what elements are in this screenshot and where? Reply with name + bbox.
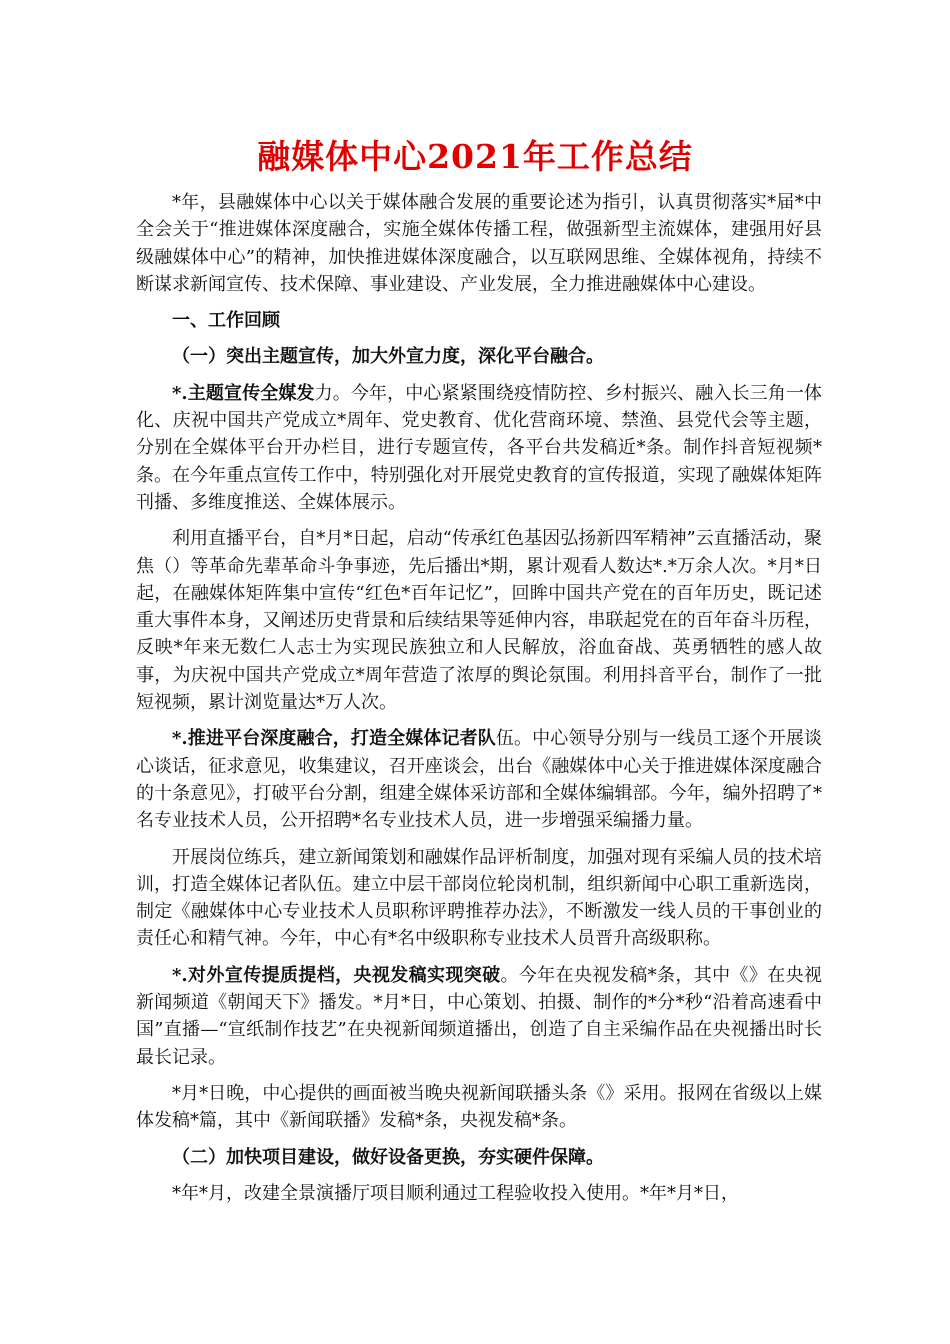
section-heading-review: 一、工作回顾 <box>172 310 280 332</box>
paragraph-text: 。今年在央视发稿*条，其中《》在央视新闻频道《朝闻天下》播发。*月*日，中心策划、拍摄、制作的*分*秒“沿着高速看中国”直播—“宣纸制作技艺”在央视新闻频道播出，创造了自主采编作品在央视播出时长最长记录。 <box>136 964 822 1068</box>
paragraph-cctv-news: *月*日晚，中心提供的画面被当晚央视新闻联播头条《》采用。报网在省级以上媒体发稿*篇，其中《新闻联播》发稿*条，央视发稿*条。 <box>136 1082 822 1132</box>
intro-paragraph: *年，县融媒体中心以关于媒体融合发展的重要论述为指引，认真贯彻落实*届*中全会关于“推进媒体深度融合，实施全媒体传播工程，做强新型主流媒体，建强用好县级融媒体中心”的精神，加快推进媒体深度融合，以互联网思维、全媒体视角，持续不断谋求新闻宣传、技术保障、事业建设、产业发展，全力推进融媒体中心建设。 <box>136 192 822 295</box>
paragraph-studio-project: *年*月，改建全景演播厅项目顺利通过工程验收投入使用。*年*月*日， <box>172 1182 739 1204</box>
paragraph-platform-integration <box>136 725 822 834</box>
paragraph-lead: *.推进平台深度融合，打造全媒体记者队 <box>172 728 496 750</box>
subsection-heading-2: （二）加快项目建设，做好设备更换，夯实硬件保障。 <box>172 1146 604 1168</box>
paragraph-external-publicity <box>136 962 822 1071</box>
paragraph-theme-publicity <box>136 380 822 516</box>
paragraph-lead: *.对外宣传提质提档，央视发稿实现突破 <box>172 964 501 986</box>
paragraph-lead: *.主题宣传全媒发 <box>172 382 315 404</box>
paragraph-text: 伍。中心领导分别与一线员工逐个开展谈心谈话，征求意见，收集建议，召开座谈会，出台《融媒体中心关于推进媒体深度融合的十条意见》，打破平台分割，组建全媒体采访部和全媒体编辑部。今年，编外招聘了*名专业技术人员，公开招聘*名专业技术人员，进一步增强采编播力量。 <box>136 728 822 832</box>
document-title: 融媒体中心2021年工作总结 <box>257 137 693 176</box>
document-body <box>136 189 822 1216</box>
subsection-heading-1: （一）突出主题宣传，加大外宣力度，深化平台融合。 <box>172 346 604 368</box>
paragraph-text: 力。今年，中心紧紧围绕疫情防控、乡村振兴、融入长三角一体化、庆祝中国共产党成立*周年、党史教育、优化营商环境、禁渔、县党代会等主题，分别在全媒体平台开办栏目，进行专题宣传，各平台共发稿近*条。制作抖音短视频*条。在今年重点宣传工作中，特别强化对开展党史教育的宣传报道，实现了融媒体矩阵刊播、多维度推送、全媒体展示。 <box>136 382 822 513</box>
paragraph-live-streaming: 利用直播平台，自*月*日起，启动“传承红色基因弘扬新四军精神”云直播活动，聚焦（）等革命先辈革命斗争事迹，先后播出*期，累计观看人数达*.*万余人次。*月*日起，在融媒体矩阵集中宣传“红色*百年记忆”，回眸中国共产党在的百年历史，既记述重大事件本身，又阐述历史背景和后续结果等延伸内容，串联起党在的百年奋斗历程，反映*年来无数仁人志士为实现民族独立和人民解放，浴血奋战、英勇牺牲的感人故事，为庆祝中国共产党成立*周年营造了浓厚的舆论氛围。利用抖音平台，制作了一批短视频，累计浏览量达*万人次。 <box>136 528 822 714</box>
paragraph-training: 开展岗位练兵，建立新闻策划和融媒作品评析制度，加强对现有采编人员的技术培训，打造全媒体记者队伍。建立中层干部岗位轮岗机制，组织新闻中心职工重新选岗，制定《融媒体中心专业技术人员职称评聘推荐办法》，不断激发一线人员的干事创业的责任心和精气神。今年，中心有*名中级职称专业技术人员晋升高级职称。 <box>136 846 822 950</box>
